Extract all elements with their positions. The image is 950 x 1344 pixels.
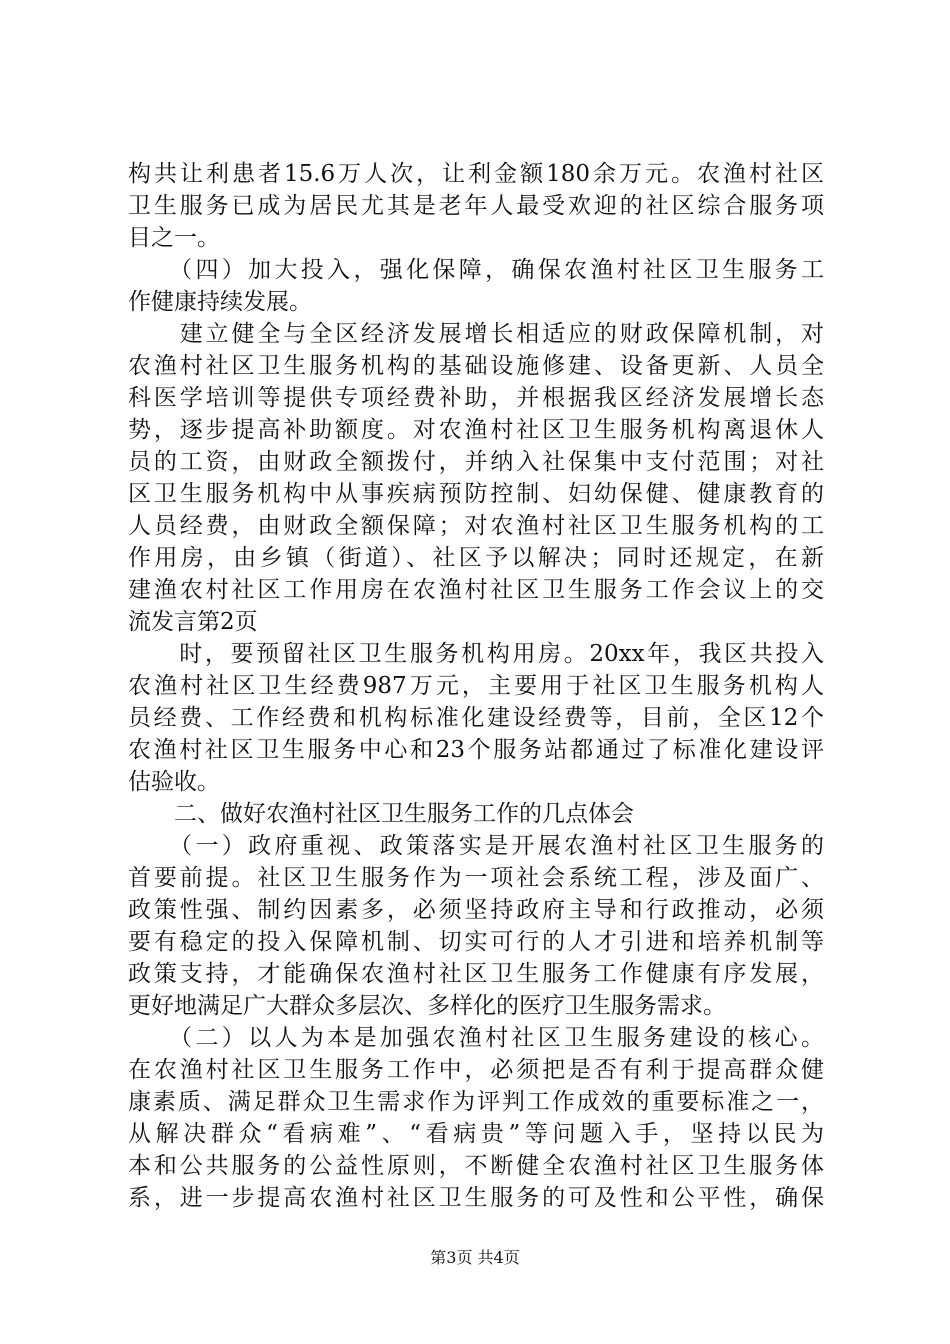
body-text [128,158,824,1214]
text-line: 更好地满足广大群众多层次、多样化的医疗卫生服务需求。 [128,993,726,1019]
text-line: 本和公共服务的公益性原则，不断健全农渔村社区卫生服务体 [128,1153,824,1179]
text-line: 时，要预留社区卫生服务机构用房。20xx年，我区共投入 [128,641,824,667]
text-line: 康素质、满足群众卫生需求作为评判工作成效的重要标准之一， [128,1089,824,1115]
text-line: 流发言第2页 [128,609,258,635]
section-heading: 二、做好农渔村社区卫生服务工作的几点体会 [128,801,634,827]
text-line: 作健康持续发展。 [128,289,312,315]
text-line: 要有稳定的投入保障机制、切实可行的人才引进和培养机制等 [128,929,824,955]
page-footer [0,1248,950,1268]
text-line: 员的工资，由财政全额拨付，并纳入社保集中支付范围；对社 [128,449,824,475]
text-line: 卫生服务已成为居民尤其是老年人最受欢迎的社区综合服务项 [128,193,824,219]
text-line: 农渔村社区卫生经费987万元，主要用于社区卫生服务机构人 [128,673,824,699]
text-line: （一）政府重视、政策落实是开展农渔村社区卫生服务的 [128,833,824,859]
text-line: 农渔村社区卫生服务机构的基础设施修建、设备更新、人员全 [128,353,824,379]
text-line: 区卫生服务机构中从事疾病预防控制、妇幼保健、健康教育的 [128,481,824,507]
text-line: 作用房，由乡镇（街道）、社区予以解决；同时还规定，在新 [128,545,824,571]
text-line: 科医学培训等提供专项经费补助，并根据我区经济发展增长态 [128,385,824,411]
text-line: （二）以人为本是加强农渔村社区卫生服务建设的核心。 [128,1025,824,1051]
text-line: 势，逐步提高补助额度。对农渔村社区卫生服务机构离退休人 [128,417,824,443]
text-line: 构共让利患者15.6万人次，让利金额180余万元。农渔村社区 [128,161,824,187]
text-line: 系，进一步提高农渔村社区卫生服务的可及性和公平性，确保 [128,1185,824,1211]
text-line: 建立健全与全区经济发展增长相适应的财政保障机制，对 [128,321,824,347]
page-number: 第3页 共4页 [430,1248,520,1267]
text-line: 政策支持，才能确保农渔村社区卫生服务工作健康有序发展， [128,961,824,987]
text-line: 首要前提。社区卫生服务作为一项社会系统工程，涉及面广、 [128,865,824,891]
text-line: 在农渔村社区卫生服务工作中，必须把是否有利于提高群众健 [128,1057,824,1083]
text-line: 从解决群众“看病难”、“看病贵”等问题入手，坚持以民为 [128,1121,824,1147]
text-line: 建渔农村社区工作用房在农渔村社区卫生服务工作会议上的交 [128,577,824,603]
text-line: 政策性强、制约因素多，必须坚持政府主导和行政推动，必须 [128,897,824,923]
text-line: 农渔村社区卫生服务中心和23个服务站都通过了标准化建设评 [128,737,824,763]
text-line: 员经费、工作经费和机构标准化建设经费等，目前，全区12个 [128,705,824,731]
text-line: （四）加大投入，强化保障，确保农渔村社区卫生服务工 [128,257,824,283]
text-line: 目之一。 [128,225,220,251]
text-line: 估验收。 [128,769,220,795]
text-line: 人员经费，由财政全额保障；对农渔村社区卫生服务机构的工 [128,513,824,539]
